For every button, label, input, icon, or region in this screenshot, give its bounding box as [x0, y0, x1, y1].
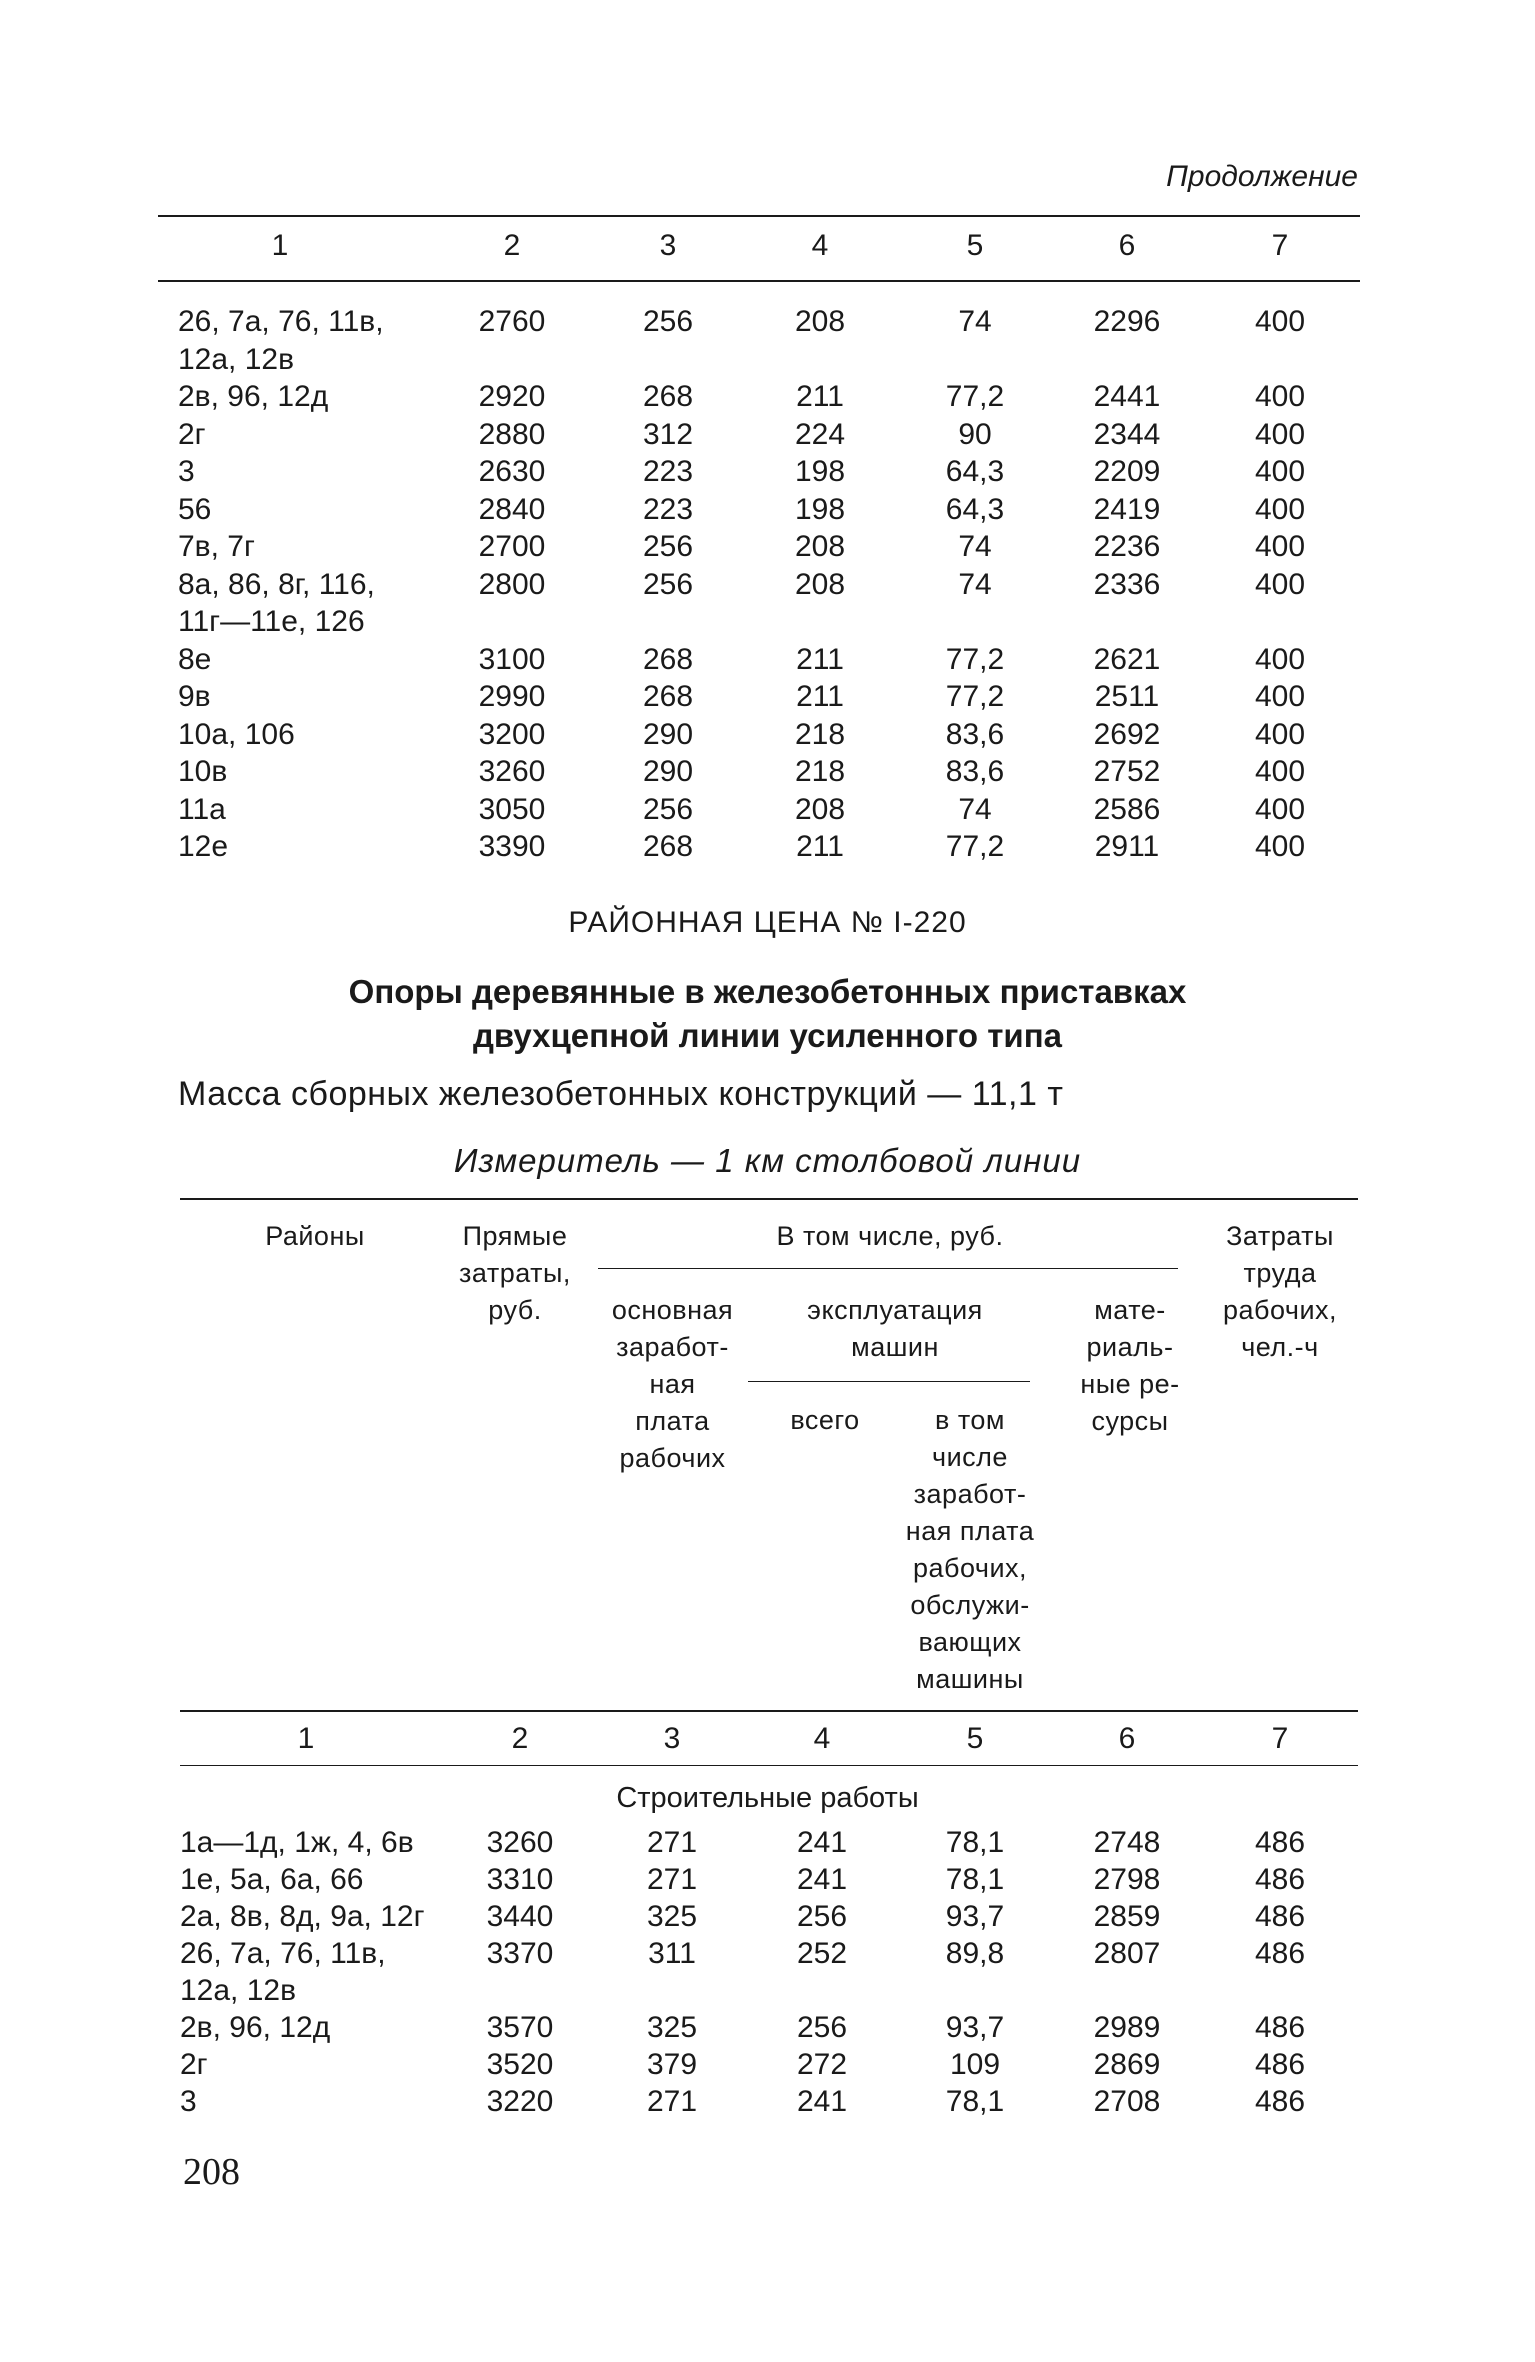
header-total: всего	[790, 1405, 860, 1435]
region-cell: 2г	[178, 417, 206, 451]
value-cell: 223	[642, 492, 694, 526]
value-cell: 2336	[1093, 567, 1161, 601]
table2-colnum-rule	[180, 1765, 1358, 1766]
header-line: мате-	[1094, 1295, 1166, 1325]
header-base-wage	[580, 1292, 765, 1477]
region-cell: 26, 7а, 76, 11в,	[180, 1937, 386, 1970]
value-cell: 208	[794, 792, 846, 826]
value-cell: 3260	[486, 1826, 554, 1859]
value-cell: 256	[796, 1900, 848, 1933]
value-cell: 93,7	[945, 2011, 1005, 2044]
region-cell: 12е	[178, 830, 229, 863]
value-cell: 256	[642, 567, 694, 601]
table-row	[0, 643, 1535, 681]
region-cell: 26, 7а, 76, 11в,	[178, 305, 384, 338]
value-cell: 400	[1254, 680, 1306, 713]
value-cell: 272	[796, 2048, 848, 2081]
value-cell: 486	[1254, 2011, 1306, 2044]
table-row	[0, 793, 1535, 831]
value-cell: 109	[949, 2048, 1001, 2081]
continuation-label: Продолжение	[1166, 160, 1358, 193]
value-cell: 256	[642, 792, 694, 826]
value-cell: 223	[642, 455, 694, 488]
header-line: машины	[916, 1664, 1024, 1694]
value-cell: 379	[646, 2048, 698, 2081]
header-line: заработ-	[913, 1479, 1027, 1509]
value-cell: 241	[796, 1826, 848, 1859]
value-cell: 486	[1254, 1826, 1306, 1859]
table2-top-rule	[180, 1198, 1358, 1200]
header-incl-wage	[890, 1402, 1050, 1698]
region-cell: 2в, 96, 12д	[180, 2011, 331, 2044]
header-line: машин	[851, 1332, 939, 1362]
column-number: 4	[811, 229, 829, 262]
value-cell: 2990	[478, 680, 546, 713]
table-row	[0, 718, 1535, 756]
value-cell: 3570	[486, 2011, 554, 2044]
value-cell: 211	[796, 380, 844, 413]
value-cell: 268	[642, 680, 694, 713]
table-row	[0, 305, 1535, 380]
header-line: эксплуатация	[807, 1295, 983, 1325]
value-cell: 218	[794, 717, 846, 751]
value-cell: 271	[646, 1863, 698, 1896]
value-cell: 2752	[1093, 755, 1161, 788]
value-cell: 400	[1254, 305, 1306, 338]
region-cell: 10а, 106	[178, 717, 295, 751]
value-cell: 2236	[1093, 530, 1161, 563]
value-cell: 74	[958, 567, 992, 601]
value-cell: 83,6	[945, 717, 1005, 751]
header-line: рабочих	[619, 1443, 726, 1473]
header-line: ные ре-	[1080, 1369, 1180, 1399]
region-cell: 2а, 8в, 8д, 9а, 12г	[180, 1900, 425, 1933]
region-cell: 3	[178, 455, 195, 488]
value-cell: 74	[958, 792, 992, 826]
region-cell: 12а, 12в	[180, 1974, 297, 2007]
table1-top-rule	[158, 215, 1360, 217]
value-cell: 208	[794, 305, 846, 338]
column-number: 2	[503, 229, 521, 262]
value-cell: 198	[794, 455, 846, 488]
value-cell: 311	[648, 1937, 696, 1970]
header-line: затраты,	[459, 1258, 571, 1288]
column-number: 3	[663, 1722, 681, 1755]
column-number: 5	[966, 1722, 984, 1755]
region-cell: 11г—11е, 126	[178, 605, 365, 638]
value-cell: 486	[1254, 1900, 1306, 1933]
section-title-line1: Опоры деревянные в железобетонных приставках	[348, 973, 1187, 1010]
value-cell: 3200	[478, 717, 546, 751]
value-cell: 252	[796, 1937, 848, 1970]
header-line: обслужи-	[910, 1590, 1030, 1620]
region-cell: 10в	[178, 755, 228, 788]
value-cell: 74	[958, 530, 992, 563]
value-cell: 74	[958, 305, 992, 338]
value-cell: 2630	[478, 455, 546, 488]
value-cell: 90	[958, 417, 992, 451]
header-machine-operation	[760, 1292, 1030, 1366]
table-row	[0, 680, 1535, 718]
header-regions: Районы	[265, 1221, 365, 1251]
value-cell: 2989	[1093, 2011, 1161, 2044]
region-cell: 1а—1д, 1ж, 4, 6в	[180, 1826, 414, 1859]
table-row	[0, 1937, 1535, 2011]
section-title-line2: двухцепной линии усиленного типа	[472, 1017, 1062, 1054]
table-row	[0, 530, 1535, 568]
value-cell: 256	[642, 530, 694, 563]
region-cell: 2в, 96, 12д	[178, 380, 329, 413]
value-cell: 400	[1254, 567, 1306, 601]
table2-column-numbers	[0, 1722, 1535, 1759]
value-cell: 2798	[1093, 1863, 1161, 1896]
header-direct-costs	[440, 1218, 590, 1329]
value-cell: 400	[1254, 455, 1306, 488]
value-cell: 77,2	[945, 642, 1005, 676]
value-cell: 211	[796, 680, 844, 713]
value-cell: 64,3	[945, 492, 1005, 526]
value-cell: 93,7	[945, 1900, 1005, 1933]
header-line: риаль-	[1086, 1332, 1174, 1362]
table-row	[0, 1826, 1535, 1863]
table-row	[0, 380, 1535, 418]
value-cell: 218	[794, 755, 846, 788]
value-cell: 2209	[1093, 455, 1161, 488]
value-cell: 325	[646, 2011, 698, 2044]
value-cell: 78,1	[945, 1826, 1005, 1859]
table-row	[0, 2011, 1535, 2048]
region-cell: 12а, 12в	[178, 342, 295, 376]
value-cell: 268	[642, 830, 694, 863]
table-row	[0, 2048, 1535, 2085]
column-number: 5	[966, 229, 984, 262]
value-cell: 2800	[478, 567, 546, 601]
value-cell: 271	[646, 1826, 698, 1859]
value-cell: 224	[794, 417, 846, 451]
page-number: 208	[183, 2151, 240, 2193]
value-cell: 2920	[478, 380, 546, 413]
value-cell: 2760	[478, 305, 546, 338]
value-cell: 268	[642, 642, 694, 676]
value-cell: 290	[642, 717, 694, 751]
value-cell: 3050	[478, 792, 546, 826]
region-cell: 7в, 7г	[178, 530, 255, 563]
value-cell: 400	[1254, 492, 1306, 526]
value-cell: 400	[1254, 417, 1306, 451]
value-cell: 400	[1254, 755, 1306, 788]
value-cell: 486	[1254, 2048, 1306, 2081]
value-cell: 2692	[1093, 717, 1161, 751]
value-cell: 2708	[1093, 2085, 1161, 2118]
header-line: ная	[649, 1369, 696, 1399]
header-line: числе	[932, 1442, 1008, 1472]
header-line: Затраты	[1226, 1221, 1334, 1251]
header-line: рабочих,	[912, 1553, 1028, 1583]
value-cell: 2621	[1093, 642, 1161, 676]
value-cell: 486	[1254, 2085, 1306, 2118]
value-cell: 2911	[1094, 830, 1160, 863]
value-cell: 400	[1254, 717, 1306, 751]
value-cell: 2807	[1093, 1937, 1161, 1970]
measure-unit: Измеритель — 1 км столбовой линии	[453, 1142, 1082, 1179]
value-cell: 198	[794, 492, 846, 526]
value-cell: 2419	[1093, 492, 1161, 526]
value-cell: 208	[794, 567, 846, 601]
column-number: 1	[297, 1722, 315, 1755]
header-line: в том	[935, 1405, 1005, 1435]
value-cell: 256	[796, 2011, 848, 2044]
value-cell: 211	[796, 830, 844, 863]
table-row	[0, 1863, 1535, 1900]
header-line: ная плата	[905, 1516, 1035, 1546]
value-cell: 256	[642, 305, 694, 338]
value-cell: 77,2	[945, 380, 1005, 413]
region-cell: 8а, 86, 8г, 116,	[178, 567, 375, 601]
value-cell: 3370	[486, 1937, 554, 1970]
header-line: Прямые	[462, 1221, 568, 1251]
value-cell: 400	[1254, 792, 1306, 826]
price-label: РАЙОННАЯ ЦЕНА № I-220	[568, 906, 967, 939]
value-cell: 2511	[1094, 680, 1160, 713]
header-including-rule	[598, 1268, 1178, 1269]
value-cell: 3310	[486, 1863, 554, 1896]
value-cell: 2840	[478, 492, 546, 526]
value-cell: 400	[1254, 642, 1306, 676]
value-cell: 486	[1254, 1937, 1306, 1970]
value-cell: 211	[796, 642, 844, 676]
table2-subheading: Строительные работы	[616, 1782, 919, 1814]
value-cell: 486	[1254, 1863, 1306, 1896]
column-number: 6	[1118, 1722, 1136, 1755]
table-row	[0, 493, 1535, 531]
value-cell: 2441	[1093, 380, 1161, 413]
value-cell: 271	[646, 2085, 698, 2118]
table-row	[0, 2085, 1535, 2122]
value-cell: 3390	[478, 830, 546, 863]
value-cell: 3440	[486, 1900, 554, 1933]
value-cell: 400	[1254, 830, 1306, 863]
table-row	[0, 418, 1535, 456]
column-number: 7	[1271, 1722, 1289, 1755]
value-cell: 2880	[478, 417, 546, 451]
value-cell: 83,6	[945, 755, 1005, 788]
region-cell: 56	[178, 492, 212, 526]
header-line: рабочих,	[1222, 1295, 1338, 1325]
value-cell: 64,3	[945, 455, 1005, 488]
region-cell: 3	[180, 2085, 197, 2118]
table2-header-rule	[180, 1710, 1358, 1712]
value-cell: 78,1	[945, 2085, 1005, 2118]
value-cell: 3520	[486, 2048, 554, 2081]
value-cell: 400	[1254, 530, 1306, 563]
value-cell: 268	[642, 380, 694, 413]
value-cell: 325	[646, 1900, 698, 1933]
header-line: вающих	[918, 1627, 1022, 1657]
mass-note: Масса сборных железобетонных конструкций — 11,1 т	[178, 1075, 1064, 1113]
table-row	[0, 830, 1535, 868]
value-cell: 2296	[1093, 305, 1161, 338]
column-number: 2	[511, 1722, 529, 1755]
header-line: руб.	[488, 1295, 542, 1325]
value-cell: 2748	[1093, 1826, 1161, 1859]
region-cell: 1е, 5а, 6а, 66	[180, 1863, 364, 1896]
region-cell: 9в	[178, 680, 211, 713]
value-cell: 2859	[1093, 1900, 1161, 1933]
header-materials	[1055, 1292, 1205, 1440]
header-line: основная	[611, 1295, 734, 1325]
column-number: 7	[1271, 229, 1289, 262]
column-number: 4	[813, 1722, 831, 1755]
region-cell: 11а	[178, 792, 226, 826]
value-cell: 2586	[1093, 792, 1161, 826]
table1-header-rule	[158, 280, 1360, 282]
table-row	[0, 1900, 1535, 1937]
header-line: труда	[1243, 1258, 1317, 1288]
header-labor-costs	[1195, 1218, 1365, 1366]
column-number: 3	[659, 229, 677, 262]
value-cell: 241	[796, 2085, 848, 2118]
value-cell: 3100	[478, 642, 546, 676]
header-including: В том числе, руб.	[776, 1221, 1004, 1251]
value-cell: 3220	[486, 2085, 554, 2118]
value-cell: 77,2	[945, 830, 1005, 863]
table-row	[0, 455, 1535, 493]
header-line: чел.-ч	[1241, 1332, 1319, 1362]
region-cell: 8е	[178, 642, 212, 676]
value-cell: 89,8	[945, 1937, 1005, 1970]
table-row	[0, 568, 1535, 643]
value-cell: 2700	[478, 530, 546, 563]
column-number: 1	[271, 229, 289, 262]
header-line: сурсы	[1091, 1406, 1169, 1436]
value-cell: 2344	[1093, 417, 1161, 451]
header-line: заработ-	[616, 1332, 729, 1362]
value-cell: 3260	[478, 755, 546, 788]
value-cell: 78,1	[945, 1863, 1005, 1896]
value-cell: 77,2	[945, 680, 1005, 713]
value-cell: 312	[642, 417, 694, 451]
value-cell: 2869	[1093, 2048, 1161, 2081]
header-machine-rule	[748, 1381, 1030, 1382]
value-cell: 290	[642, 755, 694, 788]
value-cell: 208	[794, 530, 846, 563]
column-number: 6	[1118, 229, 1136, 262]
region-cell: 2г	[180, 2048, 208, 2081]
table1-column-numbers	[0, 229, 1535, 266]
value-cell: 241	[796, 1863, 848, 1896]
table-row	[0, 755, 1535, 793]
header-line: плата	[635, 1406, 710, 1436]
value-cell: 400	[1254, 380, 1306, 413]
